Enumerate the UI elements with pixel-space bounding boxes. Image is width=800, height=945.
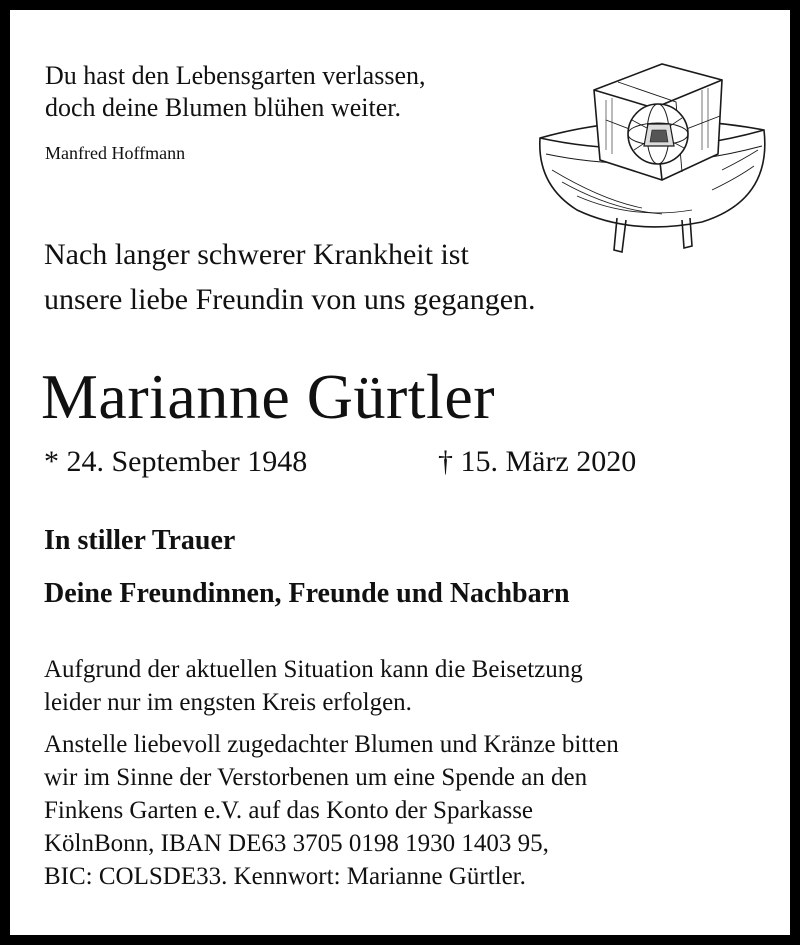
armillary-illustration-icon [522, 50, 772, 260]
intro-text [44, 232, 536, 322]
notes-line: Finkens Garten e.V. auf das Konto der Sparkasse [44, 797, 534, 824]
notes-line: Anstelle liebevoll zugedachter Blumen und Kränze bitten [44, 731, 619, 758]
quote-line: Du hast den Lebensgarten verlassen, [45, 61, 426, 90]
mourners-line: Deine Freundinnen, Freunde und Nachbarn [44, 578, 570, 609]
notes-line: KölnBonn, IBAN DE63 3705 0198 1930 1403 95, [44, 830, 549, 857]
notes-text [44, 653, 619, 893]
quote-author: Manfred Hoffmann [45, 143, 186, 163]
notes-line: leider nur im engsten Kreis erfolgen. [44, 689, 412, 716]
mourning-heading: In stiller Trauer [44, 525, 236, 556]
intro-line: Nach langer schwerer Krankheit ist [44, 238, 469, 271]
intro-line: unsere liebe Freundin von uns gegangen. [44, 283, 536, 316]
paragraph-gap [44, 719, 619, 728]
deceased-name: Marianne Gürtler [41, 361, 496, 432]
quote-line: doch deine Blumen blühen weiter. [45, 93, 401, 122]
notes-line: wir im Sinne der Verstorbenen um eine Spende an den [44, 764, 588, 791]
birth-date: * 24. September 1948 [44, 445, 308, 478]
notes-line: Aufgrund der aktuellen Situation kann die Beisetzung [44, 656, 583, 683]
notes-line: BIC: COLSDE33. Kennwort: Marianne Gürtler. [44, 863, 526, 890]
death-date: † 15. März 2020 [438, 445, 637, 478]
quote [45, 60, 425, 124]
